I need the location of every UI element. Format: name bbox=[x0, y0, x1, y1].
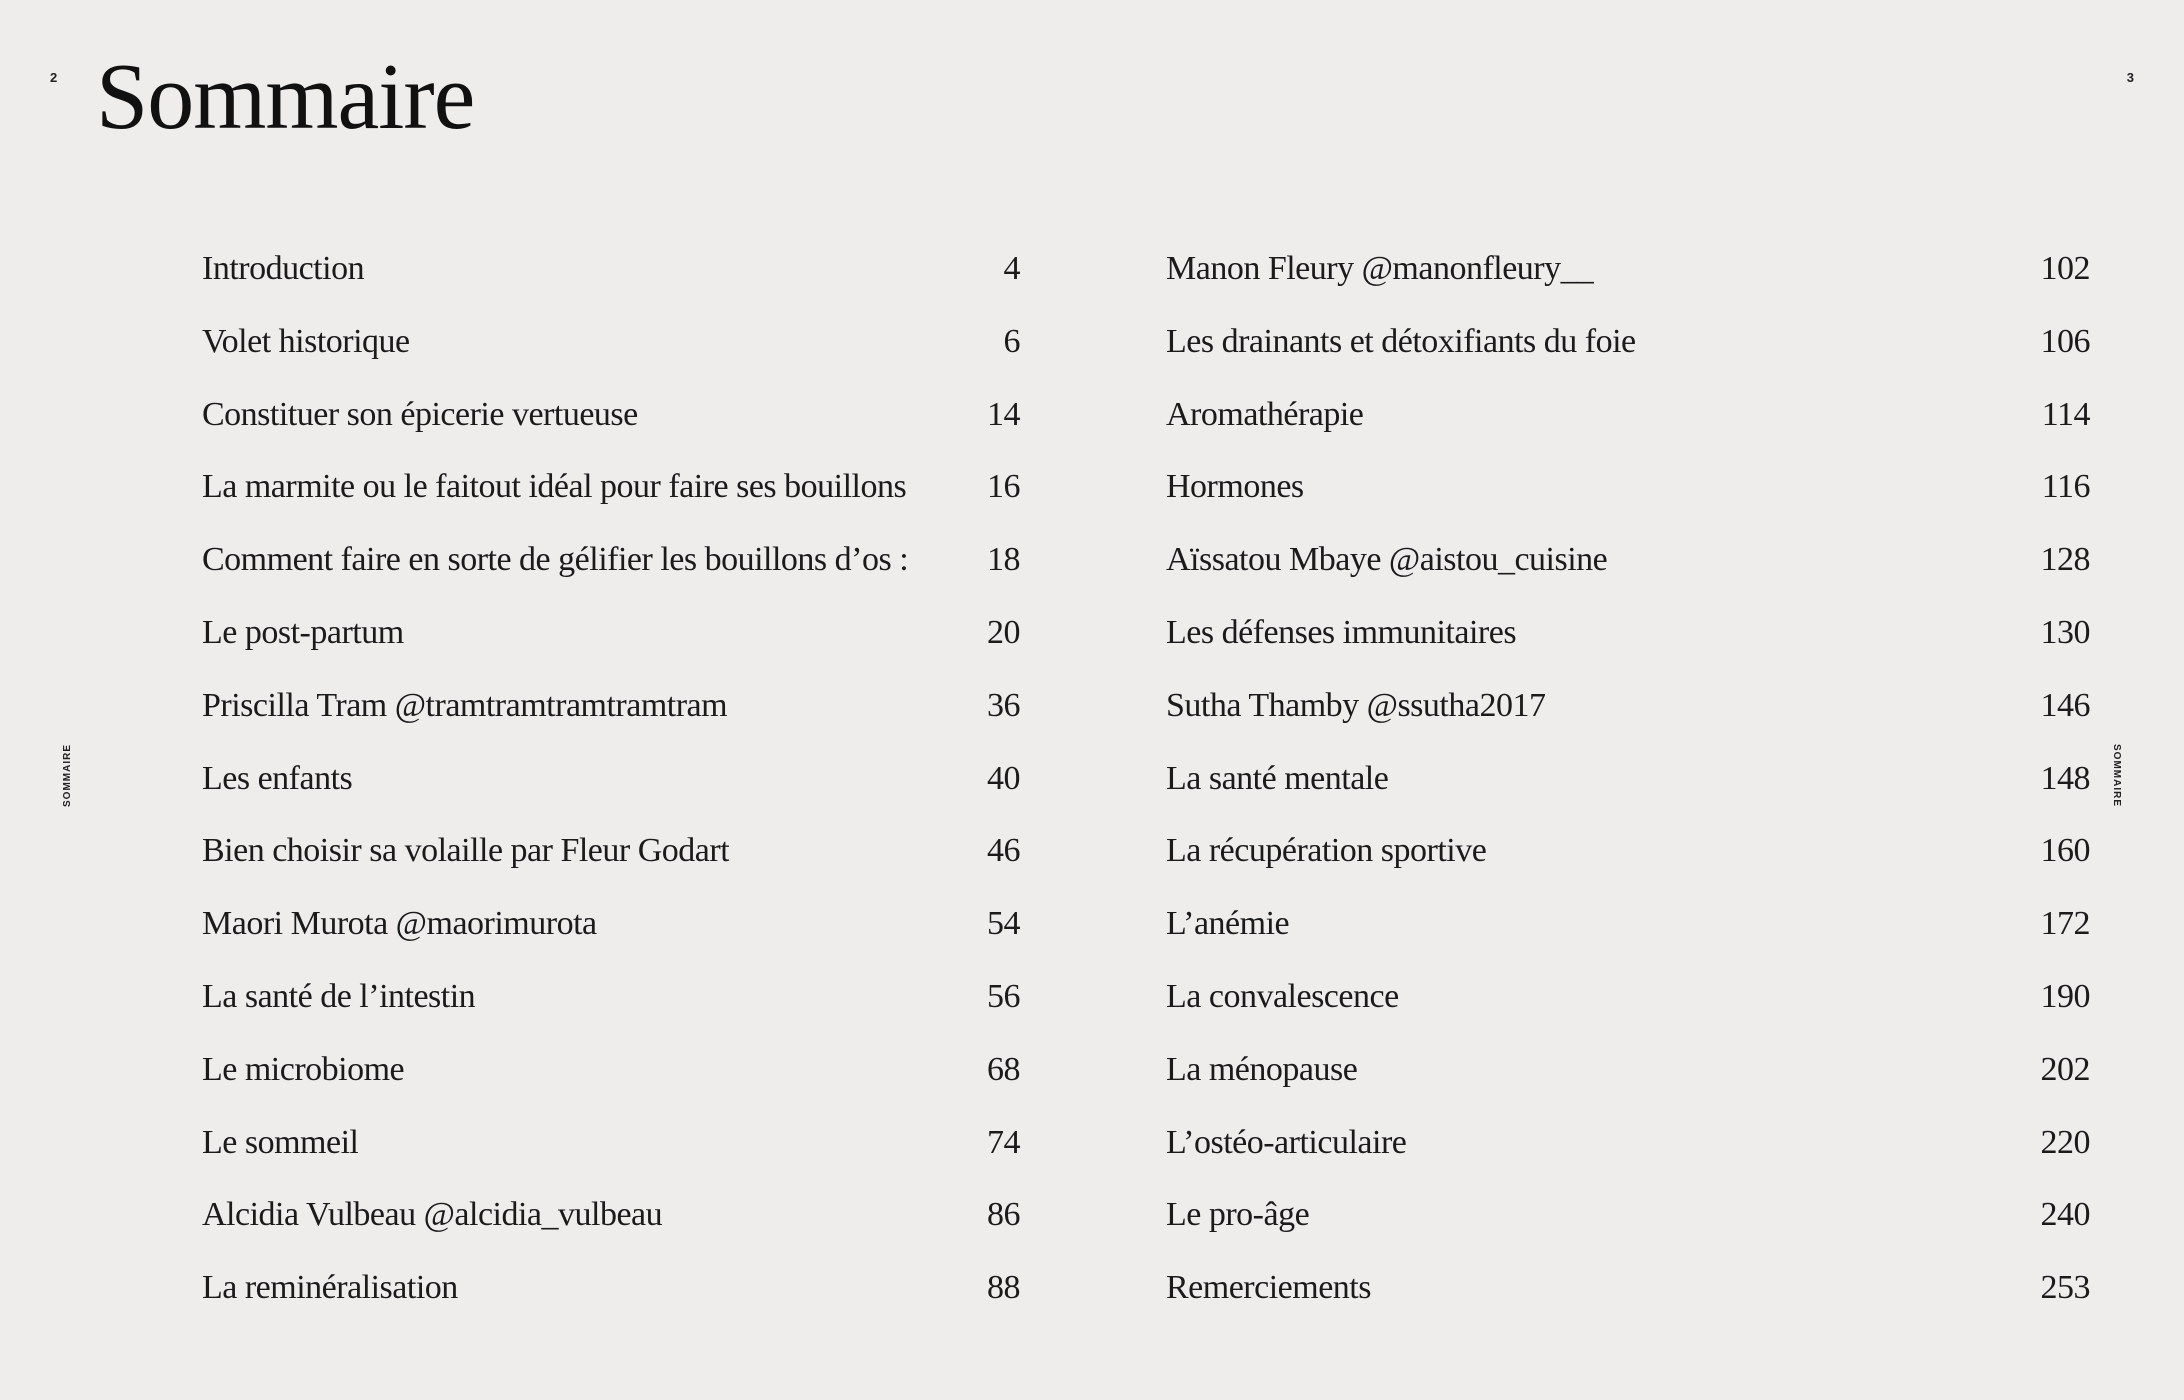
toc-entry bbox=[202, 760, 1020, 833]
toc-entry-page: 116 bbox=[2041, 468, 2090, 506]
toc-entry bbox=[1166, 1196, 2090, 1269]
toc-entry-page: 253 bbox=[2040, 1269, 2090, 1307]
toc-entry-page: 74 bbox=[987, 1123, 1020, 1161]
toc-entry bbox=[202, 468, 1020, 541]
toc-entry-title: Alcidia Vulbeau @alcidia_vulbeau bbox=[202, 1196, 663, 1234]
toc-entry bbox=[202, 541, 1020, 614]
toc-entry-page: 56 bbox=[987, 977, 1020, 1015]
toc-entry-title: Remerciements bbox=[1166, 1269, 1371, 1307]
toc-entry-title: Maori Murota @maorimurota bbox=[202, 905, 597, 943]
toc-entry-title: Introduction bbox=[202, 250, 365, 287]
running-head-left: SOMMAIRE bbox=[62, 744, 73, 807]
toc-entry bbox=[202, 323, 1020, 396]
toc-entry-title: La marmite ou le faitout idéal pour faire ses bouillons bbox=[202, 468, 907, 506]
toc-entry-title: Hormones bbox=[1166, 468, 1304, 506]
toc-entry-title: Manon Fleury @manonfleury__ bbox=[1166, 250, 1594, 287]
toc-entry-page: 148 bbox=[2040, 759, 2090, 797]
toc-entry-title: L’anémie bbox=[1166, 905, 1290, 943]
toc-entry bbox=[1166, 1269, 2090, 1342]
toc-entry bbox=[1166, 832, 2090, 905]
toc-entry-title: Les enfants bbox=[202, 759, 353, 797]
toc-entry bbox=[202, 1196, 1020, 1269]
toc-entry bbox=[202, 687, 1020, 760]
toc-entry-title: Volet historique bbox=[202, 322, 410, 360]
toc-entry-title: Le pro-âge bbox=[1166, 1196, 1310, 1234]
toc-entry-title: Les drainants et détoxifiants du foie bbox=[1166, 322, 1636, 360]
toc-entry-page: 86 bbox=[987, 1196, 1020, 1234]
toc-entry bbox=[1166, 760, 2090, 833]
toc-entry-page: 220 bbox=[2040, 1123, 2090, 1161]
toc-entry-page: 6 bbox=[1003, 322, 1020, 360]
toc-entry bbox=[1166, 978, 2090, 1051]
toc-entry-page: 68 bbox=[987, 1050, 1020, 1088]
toc-entry-page: 18 bbox=[987, 541, 1020, 579]
toc-entry bbox=[202, 250, 1020, 323]
toc-entry bbox=[202, 396, 1020, 469]
toc-entry-title: La récupération sportive bbox=[1166, 832, 1487, 870]
toc-column-left bbox=[202, 250, 1020, 1342]
toc-entry-page: 106 bbox=[2040, 322, 2090, 360]
toc-entry bbox=[202, 905, 1020, 978]
toc-entry-title: Les défenses immunitaires bbox=[1166, 613, 1517, 651]
toc-entry-page: 146 bbox=[2040, 686, 2090, 724]
toc-entry bbox=[1166, 1124, 2090, 1197]
toc-entry-page: 102 bbox=[2040, 250, 2090, 287]
toc-entry-page: 202 bbox=[2040, 1050, 2090, 1088]
toc-entry-title: La reminéralisation bbox=[202, 1269, 458, 1307]
page-number-right: 3 bbox=[2126, 70, 2134, 85]
toc-entry-page: 36 bbox=[987, 686, 1020, 724]
toc-entry bbox=[1166, 323, 2090, 396]
toc-entry-title: La santé mentale bbox=[1166, 759, 1389, 797]
toc-entry-title: Aromathérapie bbox=[1166, 395, 1364, 433]
toc-entry bbox=[1166, 250, 2090, 323]
toc-entry-page: 4 bbox=[1003, 250, 1020, 287]
toc-entry-title: Priscilla Tram @tramtramtramtramtram bbox=[202, 686, 728, 724]
toc-entry bbox=[202, 1269, 1020, 1342]
toc-entry bbox=[202, 1124, 1020, 1197]
toc-entry-page: 40 bbox=[987, 759, 1020, 797]
page-number-left: 2 bbox=[50, 70, 58, 85]
toc-entry bbox=[1166, 396, 2090, 469]
toc-entry bbox=[202, 1051, 1020, 1124]
toc-entry-title: Comment faire en sorte de gélifier les bouillons d’os : bbox=[202, 541, 909, 579]
toc-entry-page: 46 bbox=[987, 832, 1020, 870]
toc-entry bbox=[1166, 1051, 2090, 1124]
toc-entry-page: 128 bbox=[2040, 541, 2090, 579]
toc-entry-title: Bien choisir sa volaille par Fleur Godart bbox=[202, 832, 730, 870]
toc-entry-page: 16 bbox=[987, 468, 1020, 506]
toc-entry bbox=[1166, 687, 2090, 760]
toc-entry bbox=[202, 614, 1020, 687]
toc-entry-title: Sutha Thamby @ssutha2017 bbox=[1166, 686, 1546, 724]
toc-entry-page: 20 bbox=[987, 613, 1020, 651]
toc-entry bbox=[202, 978, 1020, 1051]
toc-entry-title: Constituer son épicerie vertueuse bbox=[202, 395, 638, 433]
toc-entry-title: La santé de l’intestin bbox=[202, 977, 476, 1015]
toc-entry bbox=[1166, 905, 2090, 978]
toc-entry-page: 240 bbox=[2040, 1196, 2090, 1234]
toc-column-right bbox=[1166, 250, 2090, 1342]
toc-entry bbox=[1166, 468, 2090, 541]
toc-entry bbox=[202, 832, 1020, 905]
running-head-right: SOMMAIRE bbox=[2111, 744, 2122, 807]
toc-entry-title: Le microbiome bbox=[202, 1050, 405, 1088]
toc-entry-title: Le post-partum bbox=[202, 613, 404, 651]
toc-entry-page: 160 bbox=[2040, 832, 2090, 870]
toc-entry-title: L’ostéo-articulaire bbox=[1166, 1123, 1407, 1161]
toc-entry-title: La ménopause bbox=[1166, 1050, 1358, 1088]
toc-entry-page: 130 bbox=[2040, 613, 2090, 651]
toc-entry bbox=[1166, 541, 2090, 614]
toc-entry-page: 114 bbox=[2041, 395, 2090, 433]
toc-entry-page: 88 bbox=[987, 1269, 1020, 1307]
toc-entry-title: La convalescence bbox=[1166, 977, 1399, 1015]
toc-entry-page: 190 bbox=[2040, 977, 2090, 1015]
toc-entry-title: Aïssatou Mbaye @aistou_cuisine bbox=[1166, 541, 1608, 579]
toc-entry bbox=[1166, 614, 2090, 687]
toc-entry-page: 54 bbox=[987, 905, 1020, 943]
toc-entry-page: 14 bbox=[987, 395, 1020, 433]
toc-entry-page: 172 bbox=[2040, 905, 2090, 943]
page-title: Sommaire bbox=[96, 45, 475, 149]
toc-entry-title: Le sommeil bbox=[202, 1123, 359, 1161]
